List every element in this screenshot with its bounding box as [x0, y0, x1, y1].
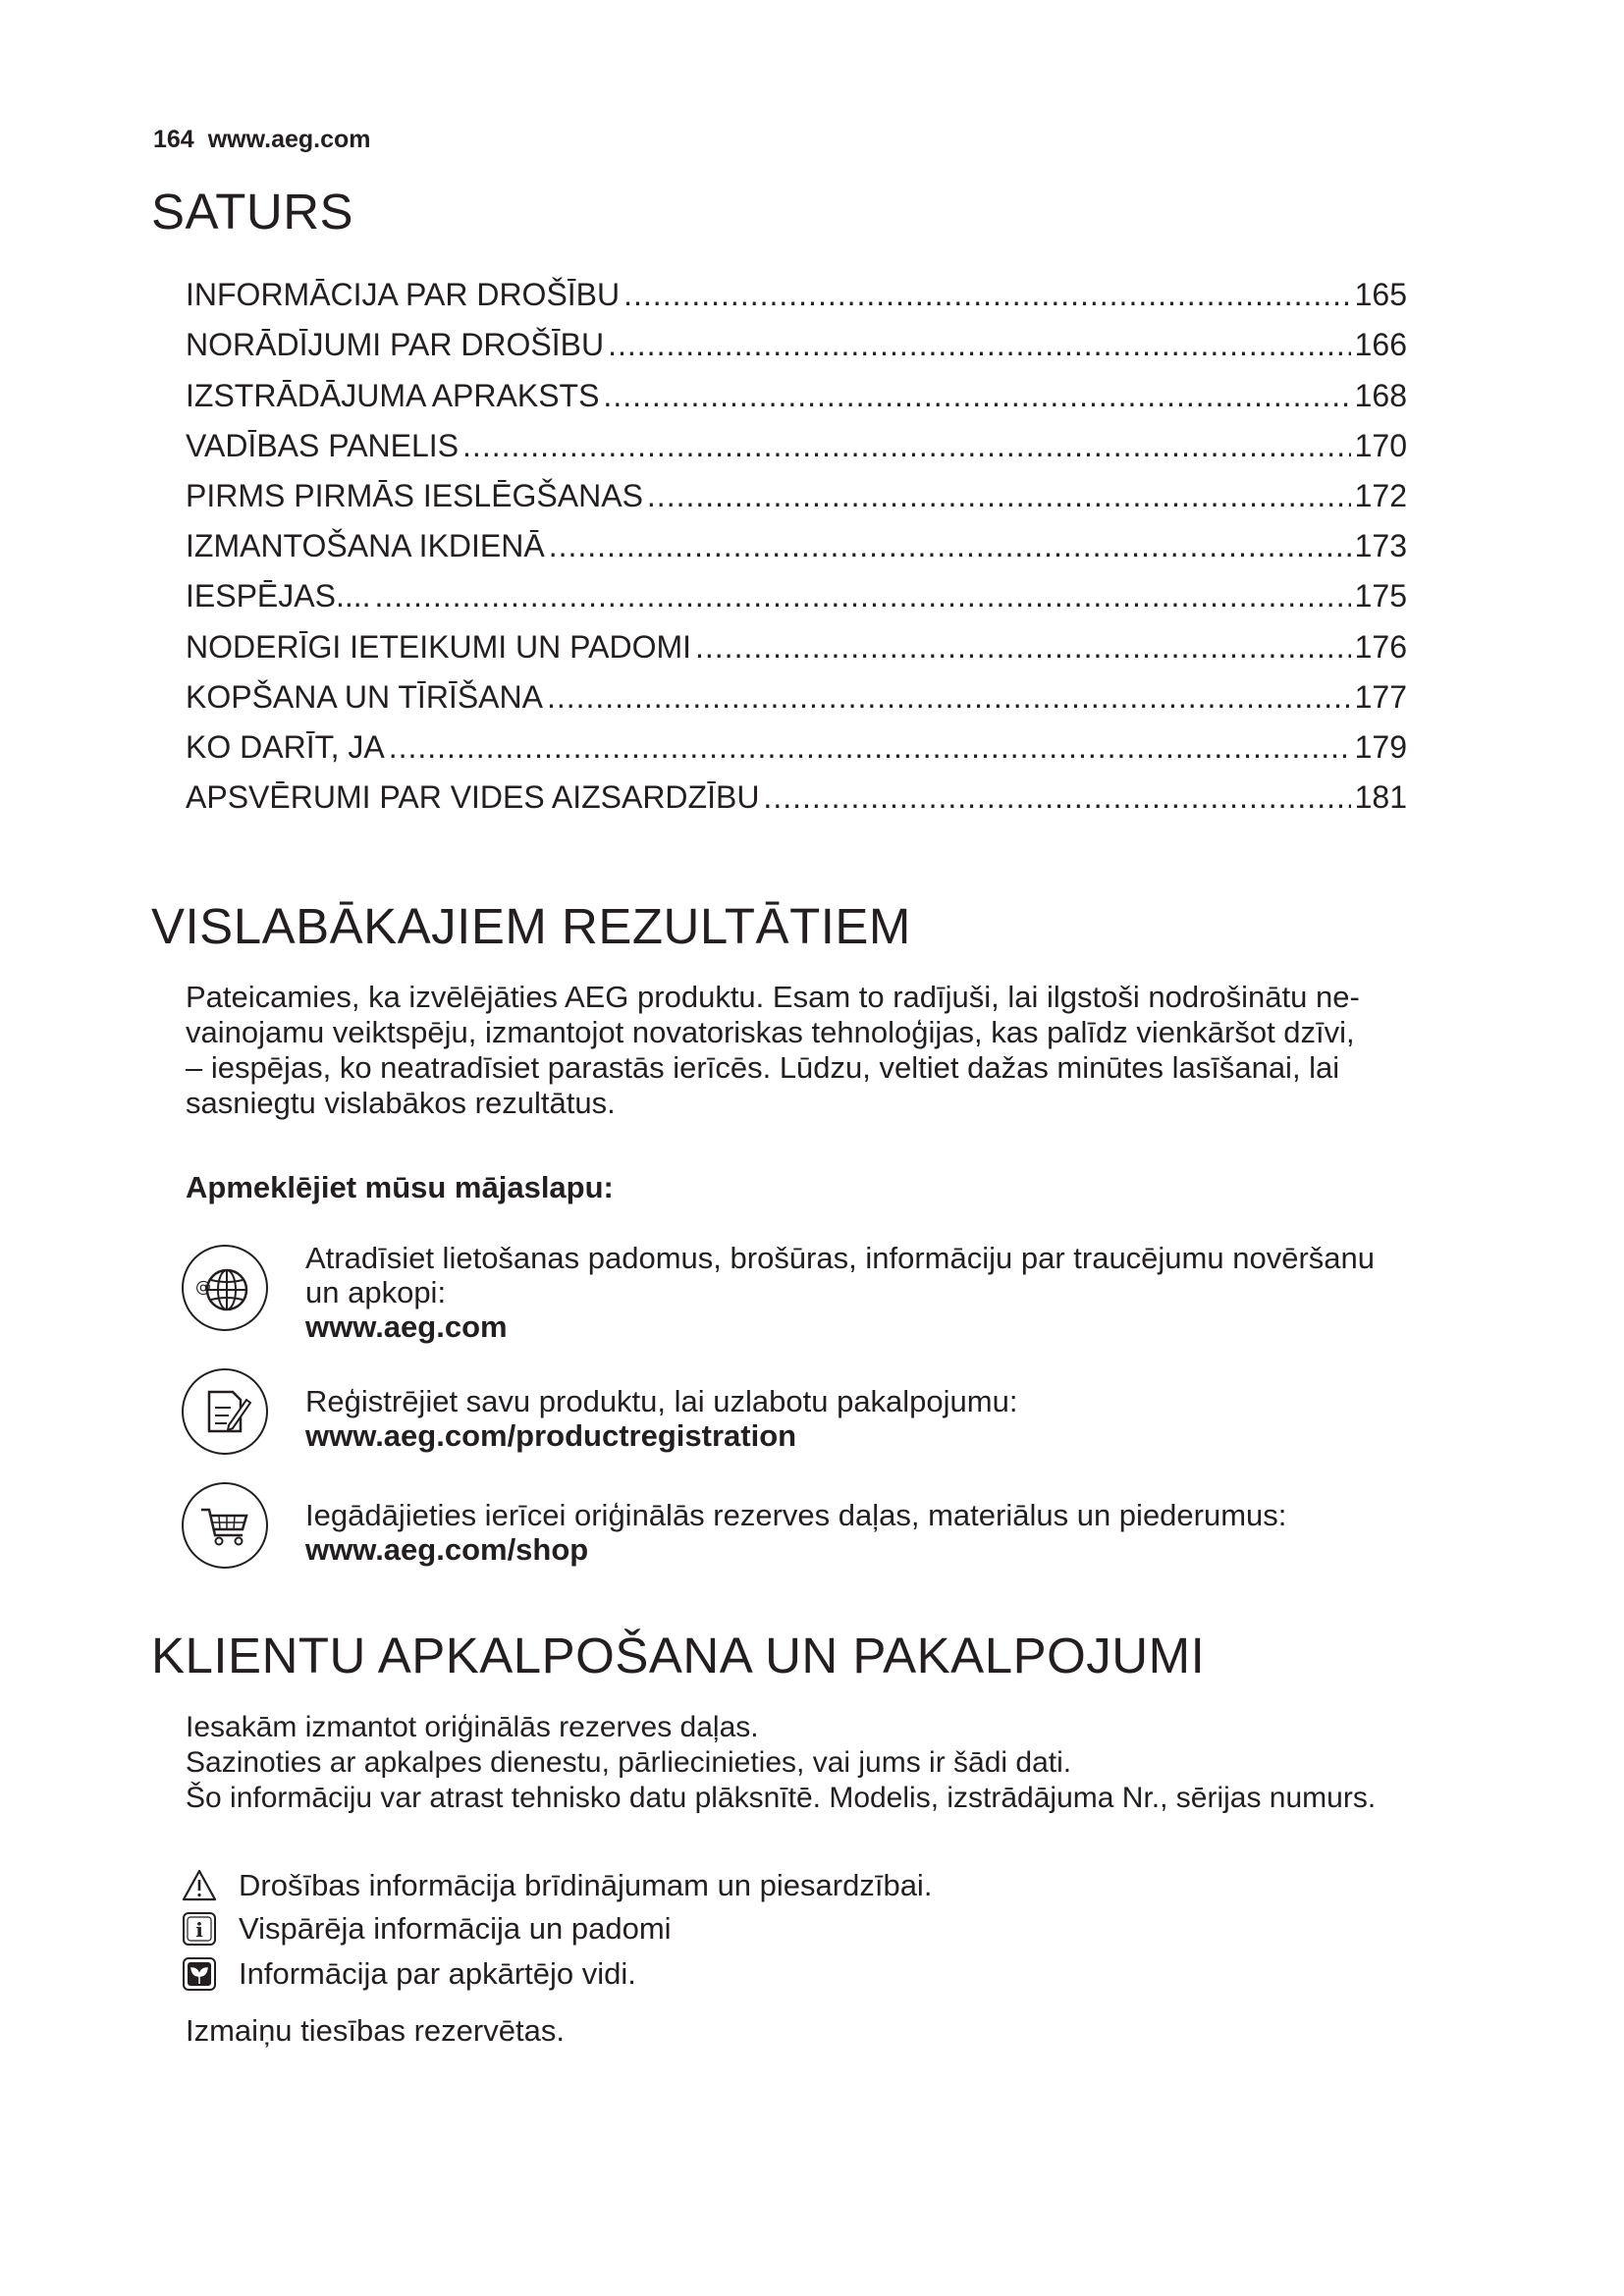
- registration-icon: [182, 1368, 268, 1455]
- toc-item[interactable]: PIRMS PIRMĀS IESLĒGŠANAS ..... 172: [186, 464, 1407, 514]
- toc-item[interactable]: IESPĒJAS.... ..... 175: [186, 564, 1407, 614]
- service-title: KLIENTU APKALPOŠANA UN PAKALPOJUMI: [151, 1628, 1206, 1683]
- environment-icon: [182, 1956, 217, 1992]
- toc-item[interactable]: APSVĒRUMI PAR VIDES AIZSARDZĪBU ..... 181: [186, 766, 1407, 816]
- intro-paragraph: Pateicamies, ka izvēlējāties AEG produktu. Esam to radījuši, lai ilgstoši nodrošinātu ne- vainojamu veiktspēju, izmantojot novatoriskas tehnoloģijas, kas palīdz vienkāršot dzīvi, – iespējas, ko neatradīsiet parastās ierīcēs. Lūdzu, veltiet dažas minūtes lasīšanai, lai sasniegtu vislabākos rezultātus.: [186, 980, 1360, 1120]
- website-info: Atradīsiet lietošanas padomus, brošūras, informāciju par traucējumu novēršanu un apkopi: www.aeg.com: [305, 1241, 1503, 1344]
- page-header: [153, 126, 371, 154]
- shopping-cart-icon: [182, 1482, 268, 1569]
- svg-text:@: @: [195, 1277, 211, 1296]
- contents-title: SATURS: [151, 184, 354, 240]
- results-title: VISLABĀKAJIEM REZULTĀTIEM: [151, 898, 911, 954]
- registration-info: Reģistrējiet savu produktu, lai uzlabotu pakalpojumu: www.aeg.com/productregistration: [305, 1384, 1503, 1453]
- shop-link[interactable]: www.aeg.com/shop: [305, 1532, 589, 1567]
- toc-item[interactable]: KO DARĪT, JA ..... 179: [186, 716, 1407, 766]
- toc-item[interactable]: IZSTRĀDĀJUMA APRAKSTS ..... 168: [186, 363, 1407, 413]
- globe-icon: [182, 1245, 268, 1331]
- page-number: 164: [153, 126, 194, 153]
- website-link[interactable]: www.aeg.com: [305, 1309, 508, 1344]
- table-of-contents: [186, 263, 1407, 816]
- toc-item[interactable]: KOPŠANA UN TĪRĪŠANA ..... 177: [186, 666, 1407, 716]
- visit-website-label: Apmeklējiet mūsu mājaslapu:: [186, 1170, 614, 1204]
- registration-link[interactable]: www.aeg.com/productregistration: [305, 1418, 797, 1453]
- info-icon: [182, 1911, 217, 1947]
- toc-item[interactable]: NODERĪGI IETEIKUMI UN PADOMI ..... 176: [186, 614, 1407, 665]
- rights-reserved-note: Izmaiņu tiesības rezervētas.: [186, 2013, 565, 2048]
- toc-item[interactable]: IZMANTOŠANA IKDIENĀ ..... 173: [186, 514, 1407, 564]
- toc-item[interactable]: NORĀDĪJUMI PAR DROŠĪBU ..... 166: [186, 313, 1407, 363]
- toc-item[interactable]: INFORMĀCIJA PAR DROŠĪBU ..... 165: [186, 263, 1407, 313]
- toc-item[interactable]: VADĪBAS PANELIS ..... 170: [186, 414, 1407, 464]
- warning-icon: [182, 1868, 217, 1903]
- site-url[interactable]: www.aeg.com: [207, 126, 371, 153]
- svg-text:i: i: [195, 1918, 203, 1942]
- shop-info: Iegādājieties ierīcei oriģinālās rezerves daļas, materiālus un piederumus: www.aeg.com/shop: [305, 1498, 1503, 1567]
- service-paragraph: Iesakām izmantot oriģinālās rezerves daļas. Sazinoties ar apkalpes dienestu, pārliecinieties, vai jums ir šādi dati. Šo informāciju var atrast tehnisko datu plāksnītē. Modelis, izstrādājuma Nr., sērijas numurs.: [186, 1711, 1377, 1814]
